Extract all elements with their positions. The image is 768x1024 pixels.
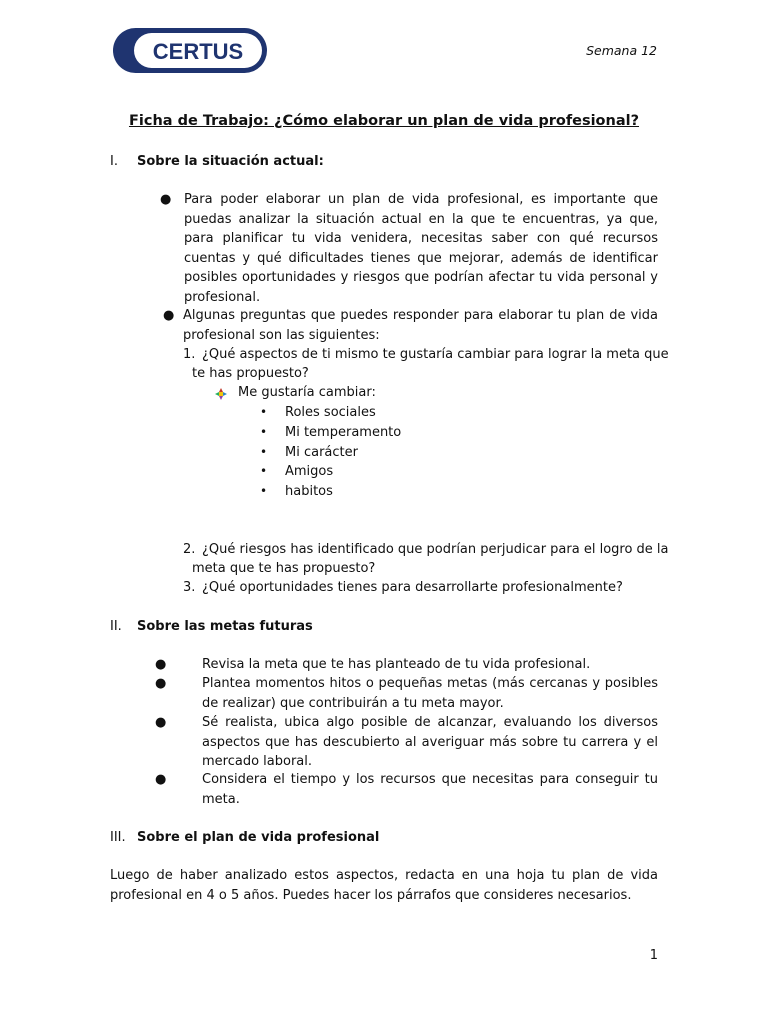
page-title: Ficha de Trabajo: ¿Cómo elaborar un plan de vida profesional? (128, 113, 640, 129)
question-2-line-1: ¿Qué riesgos has identificado que podrían perjudicar para el logro de la (202, 542, 669, 557)
section-1-paragraph-2: Algunas preguntas que puedes responder para elaborar tu plan de vida profesional son las siguientes: (183, 308, 658, 343)
list-item: Mi carácter (285, 445, 358, 460)
section-1-paragraph-1: Para poder elaborar un plan de vida profesional, es importante que puedas analizar la situación actual en la que te encuentras, ya que, para planificar tu vida venidera, necesitas saber con qué recursos cuentas y qué dificultades tienes que mejorar, además de identificar posibles oportunidades y riesgos que podrían afectar tu vida personal y profesional. (184, 192, 658, 305)
list-bullet: • (260, 484, 268, 498)
list-bullet: • (260, 425, 268, 439)
list-item: Roles sociales (285, 405, 376, 420)
list-bullet: • (260, 405, 268, 419)
list-item: Mi temperamento (285, 425, 402, 440)
section-2-number: II. (110, 619, 122, 634)
section-2-item: Sé realista, ubica algo posible de alcanzar, evaluando los diversos aspectos que has descubierto al averiguar más sobre tu carrera y el mercado laboral. (202, 715, 658, 769)
section-1-heading: Sobre la situación actual: (137, 154, 324, 169)
section-3-paragraph: Luego de haber analizado estos aspectos, redacta en una hoja tu plan de vida profesional en 4 o 5 años. Puedes hacer los párrafos que consideres necesarios. (110, 868, 658, 903)
question-1-sub-label: Me gustaría cambiar: (238, 385, 376, 400)
week-label: Semana 12 (586, 43, 657, 58)
question-2-number: 2. (183, 542, 196, 557)
bullet-dot: ● (160, 192, 172, 207)
question-1-line-1: ¿Qué aspectos de ti mismo te gustaría cambiar para lograr la meta que (202, 347, 669, 362)
page-number: 1 (649, 948, 658, 963)
section-2-item: Revisa la meta que te has planteado de tu vida profesional. (202, 657, 591, 672)
section-3-number: III. (110, 830, 126, 845)
bullet-dot: ● (163, 308, 175, 323)
section-1-number: I. (110, 154, 118, 169)
section-2-item: Plantea momentos hitos o pequeñas metas (más cercanas y posibles de realizar) que contribuirán a tu meta mayor. (202, 676, 658, 711)
arrow-bullet-icon (215, 388, 227, 400)
question-3-number: 3. (183, 580, 196, 595)
list-item: habitos (285, 484, 333, 499)
question-1-number: 1. (183, 347, 196, 362)
bullet-dot: ● (155, 657, 167, 672)
logo-text: CERTUS (152, 39, 244, 64)
list-item: Amigos (285, 464, 334, 479)
section-3-heading: Sobre el plan de vida profesional (137, 830, 380, 845)
question-1-line-2: te has propuesto? (192, 366, 309, 381)
section-2-item: Considera el tiempo y los recursos que necesitas para conseguir tu meta. (202, 772, 658, 807)
question-3-text: ¿Qué oportunidades tienes para desarrollarte profesionalmente? (202, 580, 623, 595)
bullet-dot: ● (155, 676, 167, 691)
list-bullet: • (260, 445, 268, 459)
bullet-dot: ● (155, 715, 167, 730)
certus-logo (112, 27, 268, 74)
question-2-line-2: meta que te has propuesto? (192, 561, 376, 576)
section-2-heading: Sobre las metas futuras (137, 619, 313, 634)
list-bullet: • (260, 464, 268, 478)
bullet-dot: ● (155, 772, 167, 787)
